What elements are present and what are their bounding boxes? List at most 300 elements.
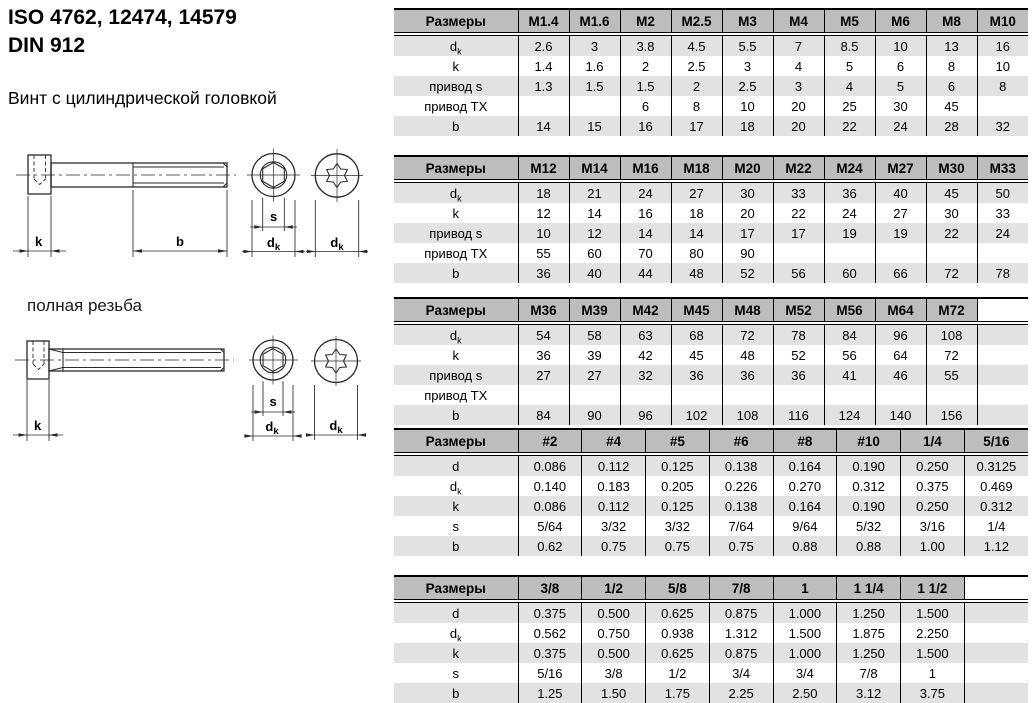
value-cell: 55 bbox=[926, 365, 977, 385]
value-cell: 1.000 bbox=[773, 601, 837, 623]
row-label bbox=[394, 496, 518, 516]
row-label bbox=[394, 323, 518, 345]
value-cell: 96 bbox=[620, 405, 671, 425]
value-cell: 17 bbox=[722, 223, 773, 243]
table-header-row bbox=[394, 576, 1028, 601]
value-cell: 0.125 bbox=[646, 496, 710, 516]
dimension-table bbox=[394, 155, 1028, 283]
size-column-header: M42 bbox=[620, 298, 671, 323]
value-cell: 12 bbox=[569, 223, 620, 243]
table-row bbox=[394, 601, 1028, 623]
size-column-header: 5/16 bbox=[964, 429, 1028, 454]
table-row bbox=[394, 536, 1028, 556]
value-cell bbox=[977, 96, 1028, 116]
value-cell: 52 bbox=[773, 345, 824, 365]
value-cell: 0.183 bbox=[582, 476, 646, 496]
value-cell: 0.138 bbox=[709, 454, 773, 476]
table-inch-3_8-to-1_5 bbox=[394, 575, 1028, 703]
table-row bbox=[394, 323, 1028, 345]
value-cell: 84 bbox=[518, 405, 569, 425]
size-column-header bbox=[964, 576, 1028, 601]
value-cell bbox=[977, 405, 1028, 425]
value-cell: 16 bbox=[620, 116, 671, 136]
size-column-header: M1.6 bbox=[569, 9, 620, 34]
dimension-table bbox=[394, 428, 1028, 556]
row-label bbox=[394, 181, 518, 203]
value-cell: 30 bbox=[926, 203, 977, 223]
table-body bbox=[394, 601, 1028, 703]
size-column-header: #4 bbox=[582, 429, 646, 454]
table-header-row bbox=[394, 9, 1028, 34]
value-cell: 10 bbox=[875, 34, 926, 56]
value-cell: 1.875 bbox=[837, 623, 901, 643]
table-row bbox=[394, 454, 1028, 476]
size-column-header: #2 bbox=[518, 429, 582, 454]
row-label-text: b bbox=[452, 265, 460, 281]
table-body bbox=[394, 323, 1028, 425]
row-label bbox=[394, 76, 518, 96]
value-cell: 72 bbox=[722, 323, 773, 345]
value-cell bbox=[964, 601, 1028, 623]
value-cell bbox=[926, 243, 977, 263]
value-cell: 0.164 bbox=[773, 496, 837, 516]
table-row bbox=[394, 56, 1028, 76]
value-cell: 0.138 bbox=[709, 496, 773, 516]
value-cell: 17 bbox=[671, 116, 722, 136]
value-cell: 84 bbox=[824, 323, 875, 345]
value-cell: 27 bbox=[518, 365, 569, 385]
value-cell: 0.875 bbox=[709, 643, 773, 663]
value-cell: 24 bbox=[875, 116, 926, 136]
value-cell: 0.312 bbox=[837, 476, 901, 496]
value-cell: 0.625 bbox=[646, 601, 710, 623]
value-cell: 1/2 bbox=[646, 663, 710, 683]
table-header-row bbox=[394, 156, 1028, 181]
value-cell: 1.5 bbox=[569, 76, 620, 96]
value-cell: 1.6 bbox=[569, 56, 620, 76]
value-cell: 1.25 bbox=[518, 683, 582, 703]
size-column-header: M36 bbox=[518, 298, 569, 323]
value-cell bbox=[569, 96, 620, 116]
value-cell: 1.500 bbox=[901, 643, 965, 663]
size-column-header: M1.4 bbox=[518, 9, 569, 34]
table-row bbox=[394, 34, 1028, 56]
value-cell: 68 bbox=[671, 323, 722, 345]
table-row bbox=[394, 243, 1028, 263]
row-label-text: привод s bbox=[429, 225, 483, 241]
value-cell: 2 bbox=[671, 76, 722, 96]
value-cell bbox=[964, 663, 1028, 683]
value-cell: 8 bbox=[977, 76, 1028, 96]
value-cell: 3/4 bbox=[773, 663, 837, 683]
value-cell: 7 bbox=[773, 34, 824, 56]
size-column-header: M56 bbox=[824, 298, 875, 323]
row-label-text: привод TX bbox=[424, 245, 488, 261]
row-label bbox=[394, 223, 518, 243]
size-column-header: M24 bbox=[824, 156, 875, 181]
size-column-header: M4 bbox=[773, 9, 824, 34]
full-thread-label: полная резьба bbox=[27, 296, 142, 315]
full-thread-screw-drawing bbox=[0, 330, 392, 448]
row-label-subscript: k bbox=[457, 193, 462, 203]
value-cell: 0.938 bbox=[646, 623, 710, 643]
value-cell: 55 bbox=[518, 243, 569, 263]
value-cell: 32 bbox=[620, 365, 671, 385]
value-cell bbox=[824, 385, 875, 405]
value-cell: 3 bbox=[722, 56, 773, 76]
value-cell: 36 bbox=[518, 345, 569, 365]
row-label bbox=[394, 643, 518, 663]
value-cell: 44 bbox=[620, 263, 671, 283]
hidden-socket-lines bbox=[34, 155, 46, 185]
value-cell bbox=[569, 385, 620, 405]
row-label bbox=[394, 623, 518, 643]
value-cell: 5/32 bbox=[837, 516, 901, 536]
value-cell: 90 bbox=[722, 243, 773, 263]
table-row bbox=[394, 203, 1028, 223]
row-label-text: привод s bbox=[429, 78, 483, 94]
row-label bbox=[394, 116, 518, 136]
value-cell: 12 bbox=[518, 203, 569, 223]
row-label-text: d bbox=[449, 478, 458, 494]
size-column-header: M20 bbox=[722, 156, 773, 181]
table-metric-m36-m72 bbox=[394, 297, 1028, 425]
value-cell bbox=[977, 345, 1028, 365]
value-cell: 78 bbox=[773, 323, 824, 345]
value-cell: 10 bbox=[722, 96, 773, 116]
value-cell: 1.75 bbox=[646, 683, 710, 703]
value-cell: 33 bbox=[977, 203, 1028, 223]
value-cell: 13 bbox=[926, 34, 977, 56]
table-header-row bbox=[394, 298, 1028, 323]
value-cell: 0.112 bbox=[582, 496, 646, 516]
value-cell: 19 bbox=[875, 223, 926, 243]
dimension-k bbox=[13, 196, 66, 257]
value-cell: 90 bbox=[569, 405, 620, 425]
value-cell: 0.112 bbox=[582, 454, 646, 476]
value-cell: 36 bbox=[824, 181, 875, 203]
row-label-text: d bbox=[449, 625, 458, 641]
row-label-text: привод s bbox=[429, 367, 483, 383]
value-cell: 156 bbox=[926, 405, 977, 425]
value-cell: 50 bbox=[977, 181, 1028, 203]
row-label-text: d bbox=[449, 185, 458, 201]
table-metric-m12-m33 bbox=[394, 155, 1028, 283]
value-cell: 39 bbox=[569, 345, 620, 365]
value-cell: 41 bbox=[824, 365, 875, 385]
value-cell: 102 bbox=[671, 405, 722, 425]
screw-side-view bbox=[16, 155, 236, 194]
value-cell: 14 bbox=[569, 203, 620, 223]
size-corner-header: Размеры bbox=[394, 298, 518, 323]
value-cell: 36 bbox=[671, 365, 722, 385]
value-cell: 0.375 bbox=[901, 476, 965, 496]
value-cell: 0.270 bbox=[773, 476, 837, 496]
value-cell: 18 bbox=[518, 181, 569, 203]
size-column-header: 1/4 bbox=[901, 429, 965, 454]
value-cell: 0.190 bbox=[837, 496, 901, 516]
table-header bbox=[394, 429, 1028, 454]
value-cell: 3/32 bbox=[646, 516, 710, 536]
dimension-table bbox=[394, 297, 1028, 425]
value-cell bbox=[977, 385, 1028, 405]
value-cell: 0.875 bbox=[709, 601, 773, 623]
value-cell: 36 bbox=[773, 365, 824, 385]
table-row bbox=[394, 405, 1028, 425]
size-column-header: M33 bbox=[977, 156, 1028, 181]
value-cell: 27 bbox=[875, 203, 926, 223]
row-label bbox=[394, 203, 518, 223]
value-cell: 4 bbox=[773, 56, 824, 76]
value-cell: 16 bbox=[977, 34, 1028, 56]
table-row bbox=[394, 516, 1028, 536]
value-cell bbox=[518, 385, 569, 405]
size-column-header: 1 1/4 bbox=[837, 576, 901, 601]
row-label-text: b bbox=[452, 685, 460, 701]
value-cell: 54 bbox=[518, 323, 569, 345]
value-cell bbox=[964, 643, 1028, 663]
row-label bbox=[394, 454, 518, 476]
value-cell: 40 bbox=[569, 263, 620, 283]
value-cell: 6 bbox=[875, 56, 926, 76]
table-row bbox=[394, 683, 1028, 703]
s-label: s bbox=[270, 209, 278, 224]
value-cell: 58 bbox=[569, 323, 620, 345]
value-cell: 1.50 bbox=[582, 683, 646, 703]
row-label-text: b bbox=[452, 407, 460, 423]
size-column-header: M10 bbox=[977, 9, 1028, 34]
value-cell: 1.4 bbox=[518, 56, 569, 76]
row-label-text: b bbox=[452, 538, 460, 554]
value-cell: 22 bbox=[773, 203, 824, 223]
value-cell: 32 bbox=[977, 116, 1028, 136]
value-cell: 45 bbox=[926, 96, 977, 116]
size-column-header: M12 bbox=[518, 156, 569, 181]
value-cell: 45 bbox=[926, 181, 977, 203]
size-column-header: M48 bbox=[722, 298, 773, 323]
value-cell: 5/64 bbox=[518, 516, 582, 536]
value-cell bbox=[875, 243, 926, 263]
row-label bbox=[394, 345, 518, 365]
value-cell: 0.75 bbox=[582, 536, 646, 556]
row-label bbox=[394, 663, 518, 683]
value-cell: 0.250 bbox=[901, 496, 965, 516]
value-cell: 8 bbox=[671, 96, 722, 116]
table-body bbox=[394, 181, 1028, 283]
table-inch-2-to-5_16 bbox=[394, 428, 1028, 556]
value-cell bbox=[977, 365, 1028, 385]
screw-side-view bbox=[15, 341, 234, 379]
value-cell: 0.125 bbox=[646, 454, 710, 476]
dk-label: $d_k$ bbox=[330, 235, 344, 253]
value-cell: 8 bbox=[926, 56, 977, 76]
table-header-row bbox=[394, 429, 1028, 454]
value-cell: 78 bbox=[977, 263, 1028, 283]
value-cell: 22 bbox=[824, 116, 875, 136]
value-cell: 27 bbox=[569, 365, 620, 385]
value-cell: 2.6 bbox=[518, 34, 569, 56]
size-column-header: M5 bbox=[824, 9, 875, 34]
row-label-text: k bbox=[452, 347, 459, 363]
row-label bbox=[394, 365, 518, 385]
value-cell: 28 bbox=[926, 116, 977, 136]
table-row bbox=[394, 643, 1028, 663]
value-cell: 63 bbox=[620, 323, 671, 345]
value-cell: 16 bbox=[620, 203, 671, 223]
table-row bbox=[394, 223, 1028, 243]
value-cell: 4.5 bbox=[671, 34, 722, 56]
row-label bbox=[394, 263, 518, 283]
value-cell: 3 bbox=[773, 76, 824, 96]
size-column-header: M45 bbox=[671, 298, 722, 323]
value-cell: 22 bbox=[926, 223, 977, 243]
value-cell: 9/64 bbox=[773, 516, 837, 536]
size-column-header: M72 bbox=[926, 298, 977, 323]
size-column-header: M6 bbox=[875, 9, 926, 34]
size-column-header: 3/8 bbox=[518, 576, 582, 601]
row-label-text: b bbox=[452, 118, 460, 134]
table-row bbox=[394, 365, 1028, 385]
table-body bbox=[394, 454, 1028, 556]
value-cell: 64 bbox=[875, 345, 926, 365]
row-label-text: d bbox=[449, 327, 458, 343]
size-column-header: M30 bbox=[926, 156, 977, 181]
size-corner-header: Размеры bbox=[394, 9, 518, 34]
value-cell: 0.205 bbox=[646, 476, 710, 496]
size-corner-header: Размеры bbox=[394, 429, 518, 454]
table-row bbox=[394, 116, 1028, 136]
dimension-b bbox=[133, 190, 227, 257]
value-cell: 1.3 bbox=[518, 76, 569, 96]
torx-socket-end-view bbox=[306, 336, 366, 440]
dimension-s bbox=[251, 381, 295, 416]
page-title bbox=[8, 4, 237, 60]
value-cell: 10 bbox=[518, 223, 569, 243]
value-cell: 0.375 bbox=[518, 601, 582, 623]
size-column-header: 5/8 bbox=[646, 576, 710, 601]
dimension-table bbox=[394, 8, 1028, 136]
table-row bbox=[394, 345, 1028, 365]
value-cell: 60 bbox=[569, 243, 620, 263]
size-column-header: #6 bbox=[709, 429, 773, 454]
value-cell: 116 bbox=[773, 405, 824, 425]
k-label: k bbox=[34, 418, 42, 433]
size-column-header: 1 bbox=[773, 576, 837, 601]
value-cell: 1.500 bbox=[901, 601, 965, 623]
k-label: k bbox=[35, 234, 43, 249]
size-corner-header: Размеры bbox=[394, 576, 518, 601]
title-din-standard: DIN 912 bbox=[8, 34, 86, 57]
value-cell: 6 bbox=[926, 76, 977, 96]
value-cell: 0.88 bbox=[773, 536, 837, 556]
size-column-header: M39 bbox=[569, 298, 620, 323]
size-column-header: #5 bbox=[646, 429, 710, 454]
value-cell: 15 bbox=[569, 116, 620, 136]
table-metric-m1_4-m10 bbox=[394, 8, 1028, 136]
row-label-text: d bbox=[452, 458, 460, 474]
value-cell: 0.750 bbox=[582, 623, 646, 643]
value-cell: 18 bbox=[671, 203, 722, 223]
table-header bbox=[394, 156, 1028, 181]
title-iso-standards: ISO 4762, 12474, 14579 bbox=[8, 6, 237, 29]
value-cell bbox=[977, 243, 1028, 263]
value-cell: 3/8 bbox=[582, 663, 646, 683]
value-cell: 70 bbox=[620, 243, 671, 263]
value-cell: 0.469 bbox=[964, 476, 1028, 496]
size-column-header: M16 bbox=[620, 156, 671, 181]
row-label bbox=[394, 405, 518, 425]
size-column-header: M64 bbox=[875, 298, 926, 323]
table-row bbox=[394, 663, 1028, 683]
hex-socket-end-view bbox=[244, 336, 302, 442]
dimension-k bbox=[13, 380, 63, 441]
value-cell: 5.5 bbox=[722, 34, 773, 56]
value-cell: 1/4 bbox=[964, 516, 1028, 536]
value-cell: 33 bbox=[773, 181, 824, 203]
row-label-text: d bbox=[449, 38, 458, 54]
size-column-header: M3 bbox=[722, 9, 773, 34]
value-cell: 1.5 bbox=[620, 76, 671, 96]
row-label-text: привод TX bbox=[424, 387, 488, 403]
value-cell: 2.25 bbox=[709, 683, 773, 703]
value-cell: 10 bbox=[977, 56, 1028, 76]
value-cell: 0.3125 bbox=[964, 454, 1028, 476]
value-cell: 2 bbox=[620, 56, 671, 76]
row-label-subscript: k bbox=[457, 335, 462, 345]
value-cell: 14 bbox=[518, 116, 569, 136]
value-cell: 8.5 bbox=[824, 34, 875, 56]
value-cell: 6 bbox=[620, 96, 671, 116]
value-cell: 5 bbox=[824, 56, 875, 76]
b-label: b bbox=[176, 234, 184, 249]
value-cell bbox=[620, 385, 671, 405]
value-cell: 40 bbox=[875, 181, 926, 203]
value-cell: 46 bbox=[875, 365, 926, 385]
value-cell: 0.500 bbox=[582, 601, 646, 623]
product-name: Винт с цилиндрической головкой bbox=[8, 88, 277, 108]
value-cell: 1.500 bbox=[773, 623, 837, 643]
value-cell: 20 bbox=[773, 116, 824, 136]
value-cell: 0.62 bbox=[518, 536, 582, 556]
value-cell bbox=[722, 385, 773, 405]
table-row bbox=[394, 181, 1028, 203]
dk-label: $d_k$ bbox=[329, 418, 343, 436]
table-body bbox=[394, 34, 1028, 136]
value-cell: 19 bbox=[824, 223, 875, 243]
value-cell: 1.312 bbox=[709, 623, 773, 643]
value-cell: 7/8 bbox=[837, 663, 901, 683]
value-cell: 2.5 bbox=[722, 76, 773, 96]
value-cell: 52 bbox=[722, 263, 773, 283]
size-column-header: M2 bbox=[620, 9, 671, 34]
value-cell: 0.88 bbox=[837, 536, 901, 556]
value-cell bbox=[518, 96, 569, 116]
table-header bbox=[394, 576, 1028, 601]
value-cell: 5 bbox=[875, 76, 926, 96]
row-label bbox=[394, 56, 518, 76]
value-cell: 1.000 bbox=[773, 643, 837, 663]
value-cell: 72 bbox=[926, 263, 977, 283]
row-label-subscript: k bbox=[457, 633, 462, 643]
row-label-text: k bbox=[452, 498, 459, 514]
row-label bbox=[394, 385, 518, 405]
value-cell: 0.75 bbox=[646, 536, 710, 556]
value-cell: 45 bbox=[671, 345, 722, 365]
value-cell: 0.375 bbox=[518, 643, 582, 663]
table-row bbox=[394, 496, 1028, 516]
row-label bbox=[394, 96, 518, 116]
row-label bbox=[394, 243, 518, 263]
